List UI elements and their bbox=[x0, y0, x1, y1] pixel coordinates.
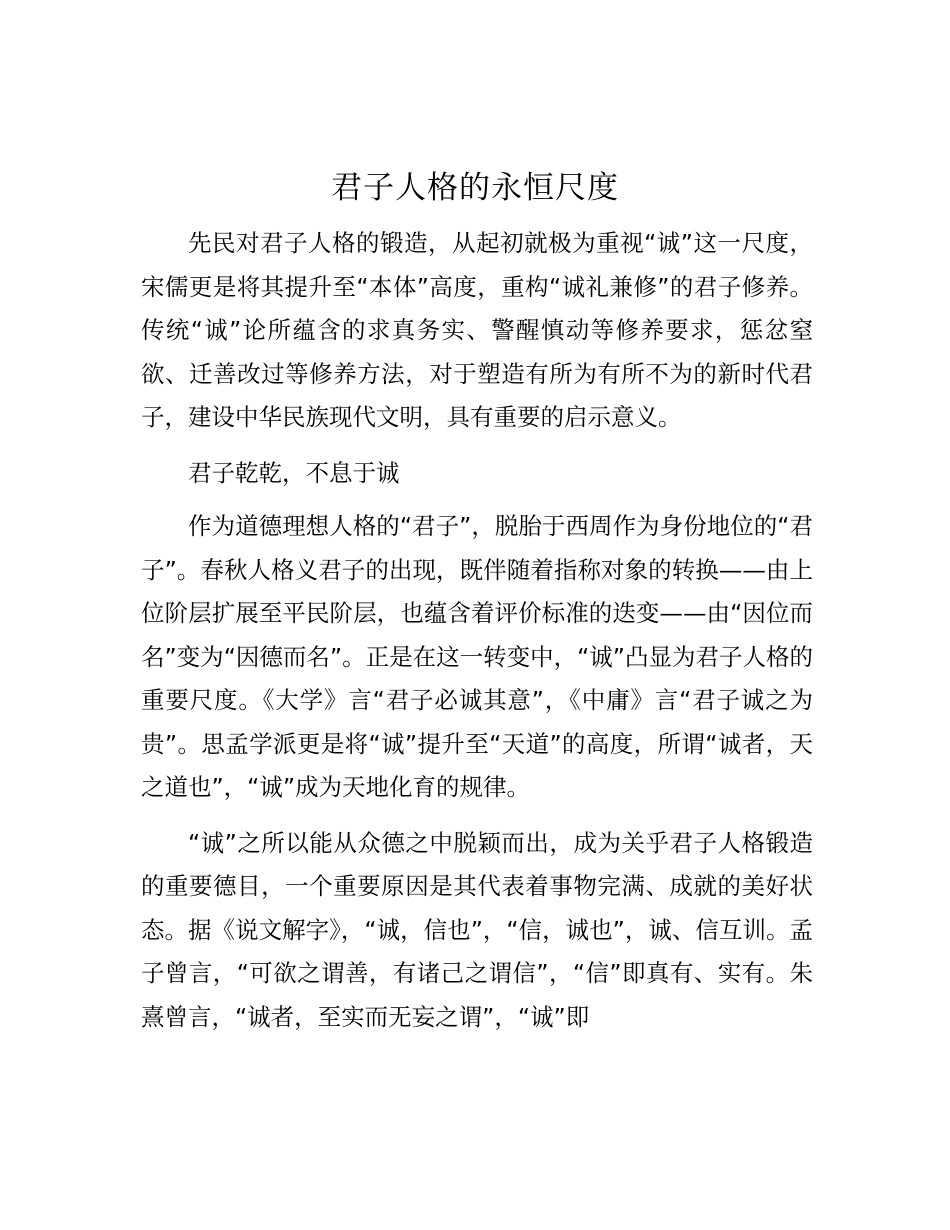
section-heading: 君子乾乾，不息于诚 bbox=[188, 458, 400, 487]
paragraph-cheng-meaning: “诚”之所以能从众德之中脱颖而出，成为关乎君子人格锻造的重要德目，一个重要原因是其代表着事物完满、成就的美好状态。据《说文解字》，“诚，信也”，“信，诚也”，诚、信互训。孟子曾言，“可欲之谓善，有诸己之谓信”，“信”即真有、实有。朱熹曾言，“诚者，至实而无妄之谓”，“诚”即 bbox=[141, 828, 813, 1031]
paragraph-intro: 先民对君子人格的锻造，从起初就极为重视“诚”这一尺度，宋儒更是将其提升至“本体”高度，重构“诚礼兼修”的君子修养。传统“诚”论所蕴含的求真务实、警醒慎动等修养要求，惩忿窒欲、迁善改过等修养方法，对于塑造有所为有所不为的新时代君子，建设中华民族现代文明，具有重要的启示意义。 bbox=[141, 229, 813, 431]
document-body bbox=[141, 222, 813, 1051]
paragraph-junzi-origin: 作为道德理想人格的“君子”，脱胎于西周作为身份地位的“君子”。春秋人格义君子的出现，既伴随着指称对象的转换——由上位阶层扩展至平民阶层，也蕴含着评价标准的迭变——由“因位而名”变为“因德而名”。正是在这一转变中，“诚”凸显为君子人格的重要尺度。《大学》言“君子必诚其意”，《中庸》言“君子诚之为贵”。思孟学派更是将“诚”提升至“天道”的高度，所谓“诚者，天之道也”，“诚”成为天地化育的规律。 bbox=[141, 512, 813, 801]
document-title: 君子人格的永恒尺度 bbox=[331, 170, 619, 206]
